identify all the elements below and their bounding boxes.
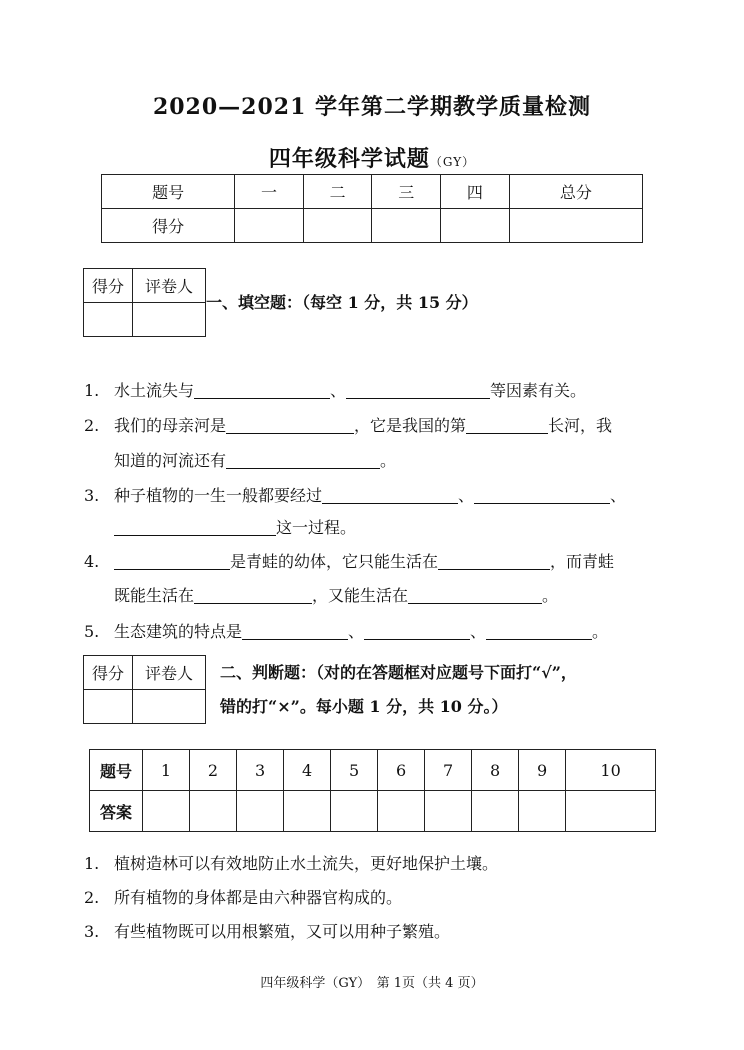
question-text: ，又能生活在 (312, 586, 409, 605)
question-text: 、 (610, 486, 627, 505)
fill-question-4 (84, 549, 614, 572)
answer-table-answer-row (90, 791, 656, 832)
question-text: 这一过程。 (276, 518, 357, 537)
fill-question-1 (84, 378, 586, 401)
section2-heading-line1: 二、判断题：（对的在答题框对应题号下面打“√”， (220, 663, 577, 682)
answer-blank[interactable] (194, 587, 312, 604)
answer-blank[interactable] (322, 487, 458, 504)
question-text: 是青蛙的幼体，它只能生活在 (230, 552, 439, 571)
answer-blank[interactable] (114, 519, 276, 536)
answer-cell[interactable] (143, 791, 190, 832)
answer-table-number: 3 (237, 750, 284, 791)
question-text: 知道的河流还有 (114, 451, 227, 470)
question-text: 。 (380, 451, 397, 470)
score-cell: 总分 (509, 175, 642, 209)
score-blank-cell[interactable] (372, 209, 441, 243)
grader-label: 评卷人 (133, 269, 206, 303)
answer-table-number: 6 (378, 750, 425, 791)
question-text: 、 (470, 622, 487, 641)
answer-table-number: 8 (472, 750, 519, 791)
question-number: 4. (84, 552, 100, 571)
grader-name-blank[interactable] (133, 303, 206, 337)
section2-heading-line2: 错的打“×”。每小题 1 分，共 10 分。） (220, 697, 508, 716)
score-blank-cell[interactable] (235, 209, 304, 243)
question-number: 2. (84, 416, 100, 435)
page-footer: 四年级科学（GY） 第 1页（共 4 页） (260, 976, 484, 991)
score-cell: 一 (235, 175, 304, 209)
answer-blank[interactable] (226, 417, 354, 434)
grader-score-label: 得分 (84, 656, 133, 690)
question-text: 所有植物的身体都是由六种器官构成的。 (114, 888, 403, 907)
grader-name-blank[interactable] (133, 690, 206, 724)
grader-box-1 (83, 268, 206, 337)
grader-label: 评卷人 (133, 656, 206, 690)
score-table-header-row (102, 175, 643, 209)
question-text: 有些植物既可以用根繁殖，又可以用种子繁殖。 (114, 922, 451, 941)
question-text: ，它是我国的第 (354, 416, 467, 435)
question-number: 2. (84, 888, 100, 907)
subtitle-code: （GY） (429, 155, 476, 169)
question-text: 植树造林可以有效地防止水土流失，更好地保护土壤。 (114, 854, 499, 873)
answer-blank[interactable] (486, 623, 592, 640)
answer-cell[interactable] (331, 791, 378, 832)
answer-cell[interactable] (425, 791, 472, 832)
fill-question-4-cont (114, 583, 558, 606)
question-text: 生态建筑的特点是 (114, 622, 243, 641)
answer-blank[interactable] (114, 553, 230, 570)
answer-cell[interactable] (472, 791, 519, 832)
fill-question-3 (84, 483, 626, 506)
score-cell: 二 (303, 175, 372, 209)
fill-question-5 (84, 619, 608, 642)
answer-cell[interactable] (284, 791, 331, 832)
score-table (101, 174, 643, 243)
answer-blank[interactable] (408, 587, 542, 604)
answer-table-header: 题号 (90, 750, 143, 791)
fill-question-2-cont (114, 448, 396, 471)
question-text: 我们的母亲河是 (114, 416, 227, 435)
answer-cell[interactable] (190, 791, 237, 832)
question-text: 种子植物的一生一般都要经过 (114, 486, 323, 505)
question-number: 3. (84, 486, 100, 505)
question-text: 等因素有关。 (490, 381, 587, 400)
score-cell: 四 (441, 175, 510, 209)
score-cell: 题号 (102, 175, 235, 209)
score-table-score-row (102, 209, 643, 243)
score-blank-cell[interactable] (509, 209, 642, 243)
answer-table-number-row (90, 750, 656, 791)
answer-table-number: 9 (519, 750, 566, 791)
answer-table-answer-label: 答案 (90, 791, 143, 832)
answer-blank[interactable] (474, 487, 610, 504)
question-text: ，而青蛙 (550, 552, 615, 571)
question-text: 、 (348, 622, 365, 641)
fill-question-2 (84, 413, 612, 436)
question-text: 既能生活在 (114, 586, 195, 605)
question-number: 1. (84, 854, 100, 873)
judgment-answer-table (89, 749, 656, 832)
answer-cell[interactable] (237, 791, 284, 832)
fill-question-3-cont (114, 515, 356, 538)
answer-blank[interactable] (438, 553, 550, 570)
answer-blank[interactable] (242, 623, 348, 640)
answer-blank[interactable] (364, 623, 470, 640)
question-text: 长河，我 (548, 416, 613, 435)
question-text: 水土流失与 (114, 381, 195, 400)
answer-table-number: 7 (425, 750, 472, 791)
answer-blank[interactable] (466, 417, 548, 434)
grader-score-label: 得分 (84, 269, 133, 303)
subtitle-text: 四年级科学试题 (268, 146, 430, 172)
answer-table-number: 2 (190, 750, 237, 791)
question-text: 。 (592, 622, 609, 641)
answer-blank[interactable] (346, 382, 490, 399)
answer-blank[interactable] (194, 382, 330, 399)
exam-subtitle (0, 142, 744, 173)
answer-blank[interactable] (226, 452, 380, 469)
question-text: 、 (330, 381, 347, 400)
grader-score-blank[interactable] (84, 690, 133, 724)
grader-score-blank[interactable] (84, 303, 133, 337)
score-cell: 三 (372, 175, 441, 209)
answer-cell[interactable] (519, 791, 566, 832)
question-text: 、 (458, 486, 475, 505)
answer-table-number: 1 (143, 750, 190, 791)
answer-cell[interactable] (566, 791, 656, 832)
section1-heading: 一、填空题：（每空 1 分，共 15 分） (206, 293, 478, 312)
question-number: 3. (84, 922, 100, 941)
answer-cell[interactable] (378, 791, 425, 832)
question-number: 1. (84, 381, 100, 400)
judge-question-1 (84, 851, 498, 874)
score-blank-cell[interactable] (441, 209, 510, 243)
score-blank-cell[interactable] (303, 209, 372, 243)
judge-question-3 (84, 919, 450, 942)
answer-table-number: 4 (284, 750, 331, 791)
question-text: 。 (542, 586, 559, 605)
exam-title: 2020—2021 学年第二学期教学质量检测 (152, 94, 592, 120)
score-row-label: 得分 (102, 209, 235, 243)
answer-table-number: 10 (566, 750, 656, 791)
judge-question-2 (84, 885, 402, 908)
grader-box-2 (83, 655, 206, 724)
question-number: 5. (84, 622, 100, 641)
answer-table-number: 5 (331, 750, 378, 791)
